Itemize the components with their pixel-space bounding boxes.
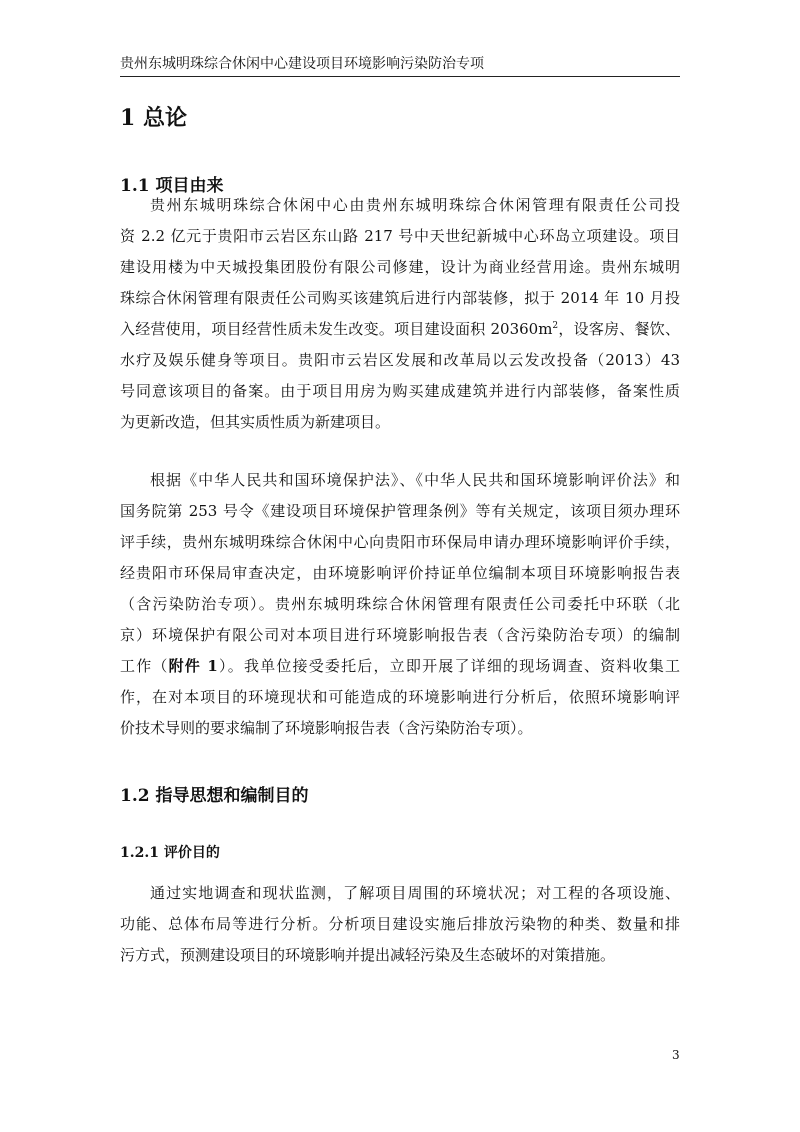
- text-line: 根据《中华人民共和国环境保护法》、《中华人民共和国环境影响评价法》和: [150, 471, 680, 489]
- text-line: 资 2.2 亿元于贵阳市云岩区东山路 217 号中天世纪新城中心环岛立项建设。项目: [120, 227, 680, 245]
- text-line: 水疗及娱乐健身等项目。贵阳市云岩区发展和改革局以云发改投备（2013）43: [120, 351, 680, 369]
- running-header: 贵州东城明珠综合休闲中心建设项目环境影响污染防治专项: [120, 54, 680, 77]
- text-line: 价技术导则的要求编制了环境影响报告表（含污染防治专项）。: [120, 719, 533, 737]
- text-segment: ）。: [217, 657, 244, 675]
- text-line: [120, 651, 680, 682]
- text-line: 作，在对本项目的环境现状和可能造成的环境影响进行分析后，依照环境影响评: [120, 688, 680, 706]
- text-line: 评手续，贵州东城明珠综合休闲中心向贵阳市环保局申请办理环境影响评价手续，: [120, 533, 680, 551]
- text-line: 贵州东城明珠综合休闲中心由贵州东城明珠综合休闲管理有限责任公司投: [150, 196, 680, 214]
- page-number: 3: [672, 1048, 680, 1062]
- attachment-reference: 附件 1: [168, 657, 218, 675]
- text-line: 珠综合休闲管理有限责任公司购买该建筑后进行内部装修，拟于 2014 年 10 月投: [120, 289, 680, 307]
- text-line: 建设用楼为中天城投集团股份有限公司修建，设计为商业经营用途。贵州东城明: [120, 258, 680, 276]
- text-line: 京）环境保护有限公司对本项目进行环境影响报告表（含污染防治专项）的编制: [120, 626, 680, 644]
- chapter-title: 1 总论: [120, 105, 187, 131]
- paragraph-project-origin: [120, 190, 680, 438]
- text-line: （含污染防治专项）。贵州东城明珠综合休闲管理有限责任公司委托中环联（北: [120, 595, 680, 613]
- text-line: 号同意该项目的备案。由于项目用房为购买建成建筑并进行内部装修，备案性质: [120, 382, 680, 400]
- text-segment: 我单位接受委托后，立即开展了详细的现场调查、资料收集工: [243, 657, 680, 675]
- paragraph-legal-basis: [120, 465, 680, 744]
- text-segment: ，设客房、餐饮、: [558, 320, 680, 338]
- text-segment: 入经营使用，项目经营性质未发生改变。项目建设面积 20360m: [120, 320, 553, 338]
- text-line: 功能、总体布局等进行分析。分析项目建设实施后排放污染物的种类、数量和排: [120, 915, 680, 933]
- text-line: 经贵阳市环保局审查决定，由环境影响评价持证单位编制本项目环境影响报告表: [120, 564, 680, 582]
- text-line: 通过实地调查和现状监测，了解项目周围的环境状况；对工程的各项设施、: [150, 884, 680, 902]
- text-line: 为更新改造，但其实质性质为新建项目。: [120, 413, 391, 431]
- text-line: [120, 314, 680, 345]
- section-title-1-1: 1.1 项目由来: [120, 176, 224, 196]
- section-title-1-2: 1.2 指导思想和编制目的: [120, 786, 309, 806]
- text-line: 污方式，预测建设项目的环境影响并提出减轻污染及生态破坏的对策措施。: [120, 946, 616, 964]
- superscript: 2: [552, 321, 559, 331]
- paragraph-evaluation-purpose: [120, 878, 680, 971]
- section-title-1-2-1: 1.2.1 评价目的: [120, 845, 220, 861]
- text-segment: 工作（: [120, 657, 169, 675]
- text-line: 国务院第 253 号令《建设项目环境保护管理条例》等有关规定，该项目须办理环: [120, 502, 680, 520]
